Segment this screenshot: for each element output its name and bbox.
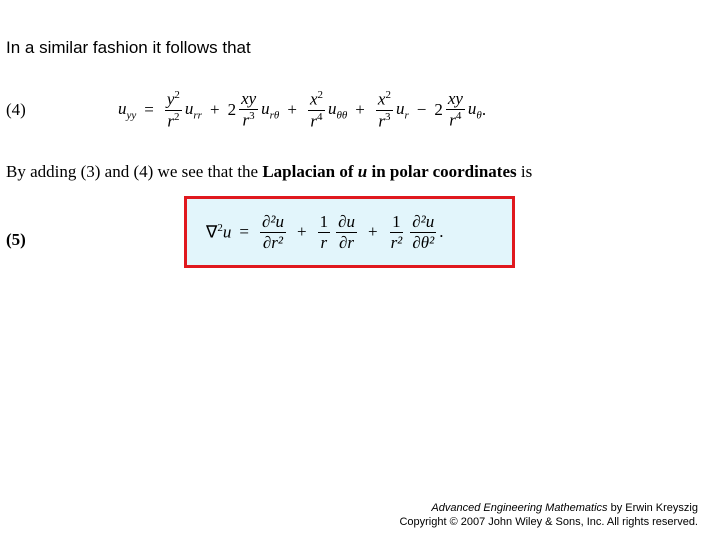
footer-credit [431,502,698,514]
eq5-fraction-2: $\frac{1}{r}$ [319,211,329,252]
eq4-term4-fraction: $\frac{x^2}{r^3}$ [377,89,391,131]
eq4-period: . [481,100,487,119]
eq4-term2-coef: 2 [227,100,237,119]
eq4-lhs: $u_{yy}$ [118,98,137,122]
footer-author: by Erwin Kreyszig [607,502,698,514]
footer-book-title: Advanced Engineering Mathematics [431,502,608,514]
eq4-term2-fraction: $\frac{xy}{r^3}$ [241,89,257,130]
equation-number-4: (4) [6,100,26,119]
eq4-term4-u: $u_r$ [395,98,409,122]
eq4-term1-u: $u_{rr}$ [184,98,202,122]
eq5-fraction-5: $\frac{\text{∂²u}}{\text{∂θ²}}$ [412,211,435,252]
eq4-term3-u: $u_{\theta\theta}$ [327,98,348,122]
eq4-term1-fraction: $\frac{y^2}{r^2}$ [166,89,180,131]
eq5-period: . [439,222,444,241]
footer-copyright: Copyright © 2007 John Wiley & Sons, Inc. All rights reserved. [399,516,698,528]
equation-5-laplacian: ∇$^2$u = $\frac{\text{∂²u}}{\text{∂r²}}$ + $\frac{1}{r}$ $\frac{\partial u}{\partial r}$ + $\frac{1}{\text{r²}}$ $\frac{\text{∂²u}}{\text{∂θ²}}$ . [206,211,444,252]
eq5-lhs: ∇$^2$u [206,221,232,242]
equation-number-5: (5) [6,230,26,249]
eq4-term5-coef: 2 [434,100,443,119]
paragraph-laplacian: By adding (3) and (4) we see that the Laplacian of u in polar coordinates is [6,162,533,181]
intro-text: In a similar fashion it follows that [6,38,251,57]
eq4-term3-fraction: $\frac{x^2}{r^4}$ [309,89,323,131]
eq5-fraction-3: $\frac{\partial u}{\partial r}$ [338,211,355,252]
eq4-term5-u: $u_\theta$ [467,98,482,122]
eq4-term5-fraction: $\frac{xy}{r^4}$ [447,89,463,130]
eq5-fraction-4: $\frac{1}{\text{r²}}$ [390,211,403,252]
eq4-term2-u: $u_{r\theta}$ [261,98,280,122]
eq5-fraction-1: $\frac{\text{∂²u}}{\text{∂r²}}$ [261,211,284,252]
equation-4: $u_{yy}$ = $\frac{y^2}{r^2}$ $u_{rr}$ + 2 $\frac{xy}{r^3}$ $u_{r\theta}$ + $\frac{x^2}{r^4}$ $u_{\theta\theta}$ + $\frac{x^2}{r^3}$ $u_r$ − 2 $\frac{xy}{r^4}$ $u_\theta$ . [118,89,487,131]
